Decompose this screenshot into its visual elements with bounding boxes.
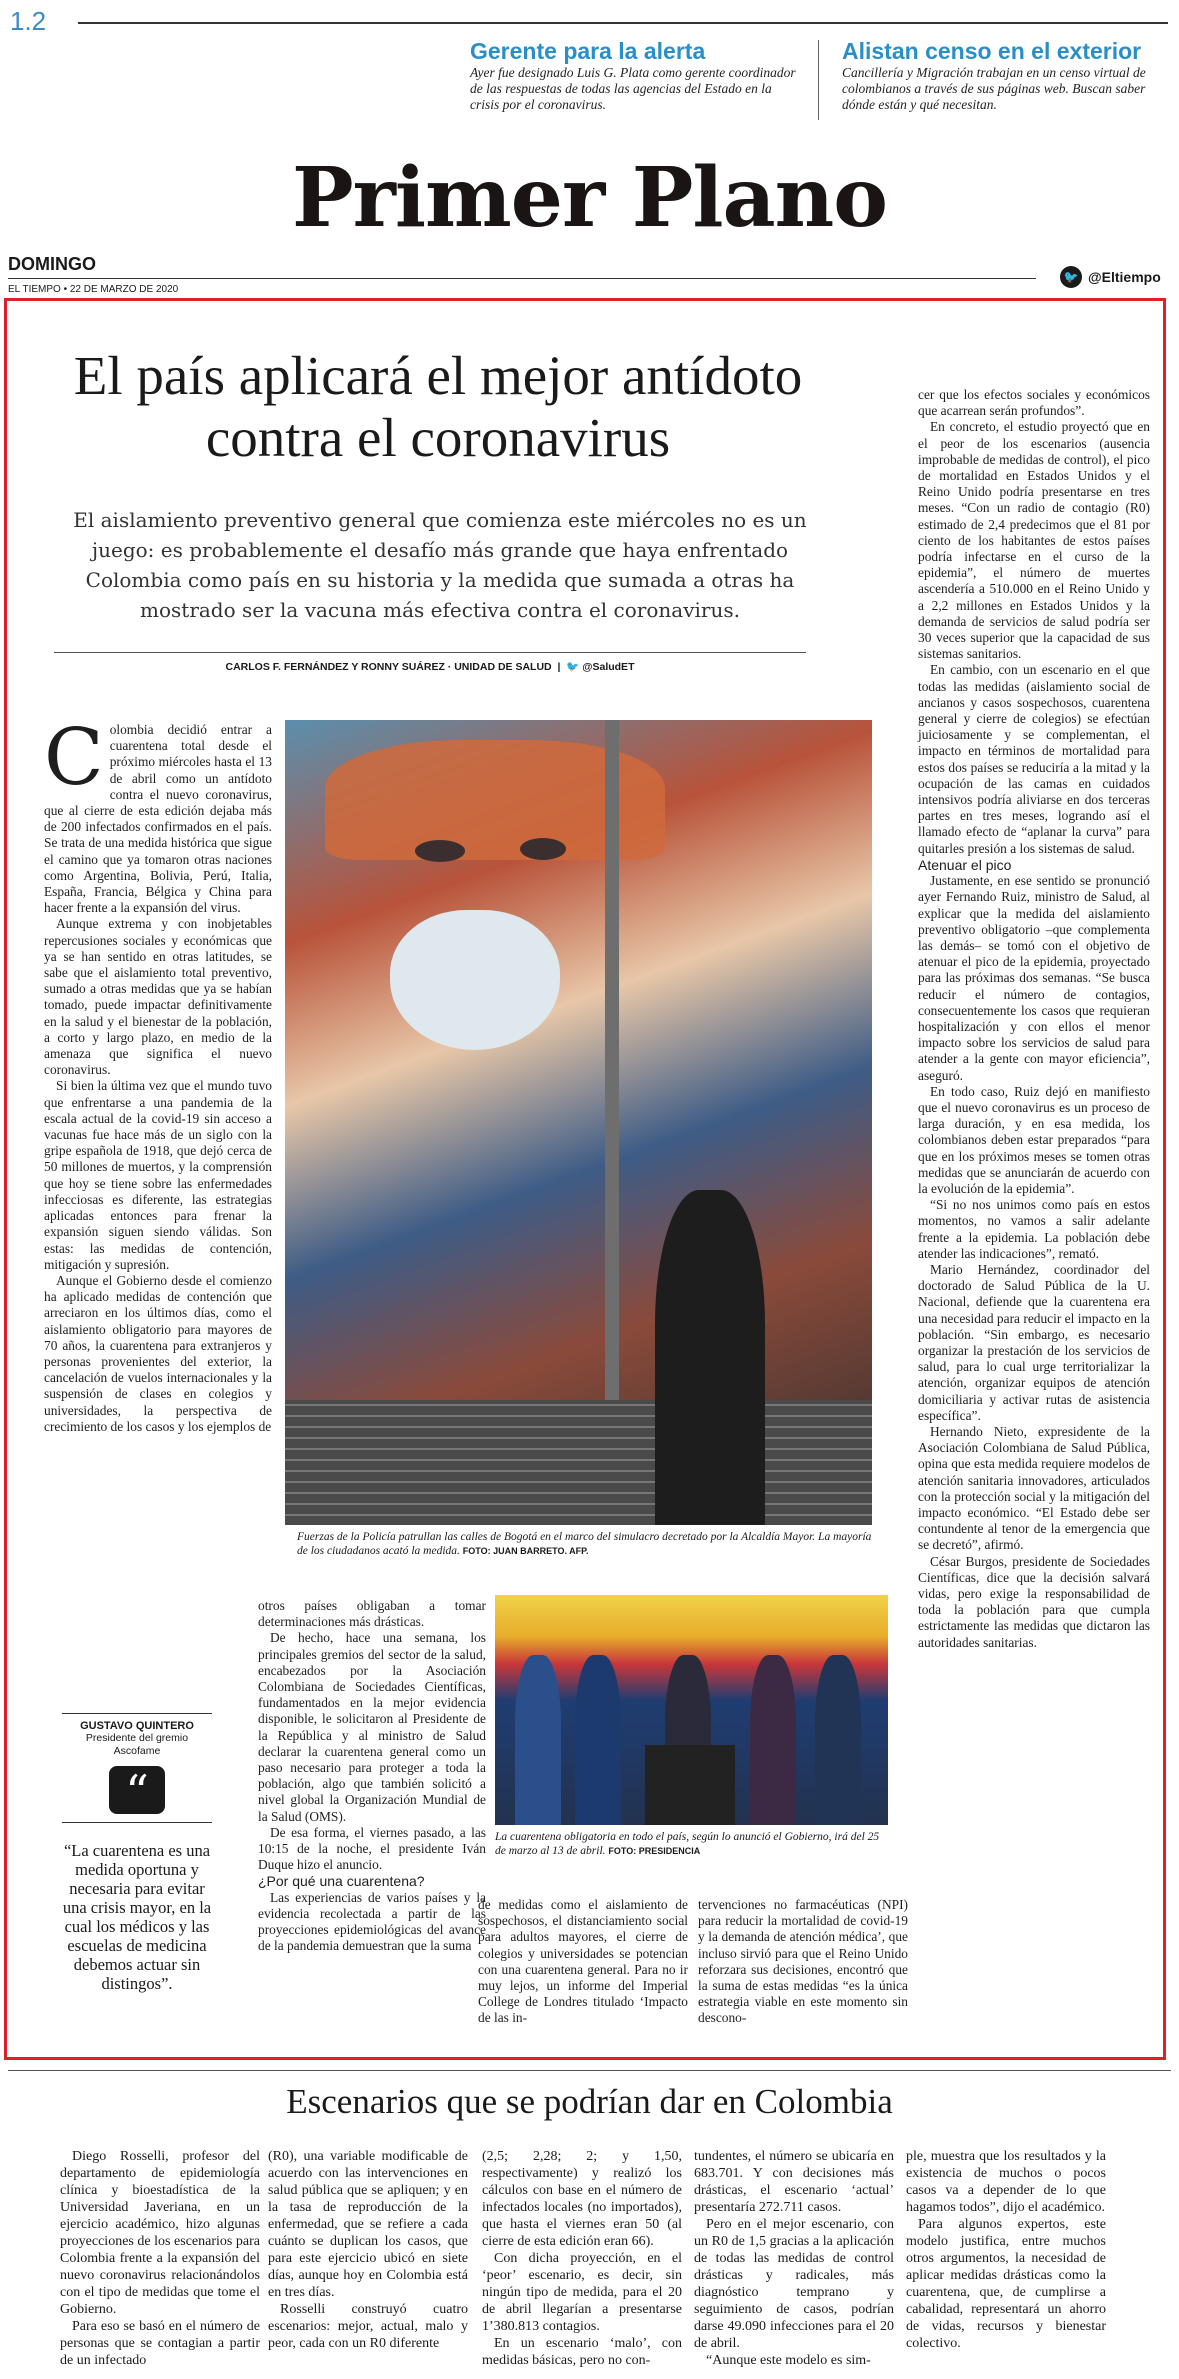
teaser-2-text: Cancillería y Migración trabajan en un censo virtual de colombianos a través de sus páginas web. Buscan saber dónde están y qué necesitan. [842, 65, 1146, 112]
bottom-rule [8, 2070, 1171, 2071]
column-2 [258, 1598, 486, 1954]
bottom-col3-p2: Con dicha proyección, en el ‘peor’ escenario, es decir, sin ningún tipo de medida, para el 20 de abril llegarían a presentarse 1’380.813 contagios. [482, 2251, 682, 2334]
top-rule [78, 22, 1168, 24]
col2-p4: Las experiencias de varios países y la evidencia recolectada a partir de las proyecciones epidemiológicas del avance de la pandemia demuestran que la suma [258, 1889, 486, 1954]
teaser-1[interactable] [470, 38, 800, 113]
bottom-col1-p2: Para eso se basó en el número de personas que se contagian a partir de un infectado [60, 2319, 260, 2368]
bottom-col4-p3: “Aunque este modelo es sim- [706, 2353, 871, 2368]
dropcap: C [44, 713, 104, 803]
col1-p3: Si bien la última vez que el mundo tuvo que enfrentarse a una pandemia de la escala actual de la covid-19 sin acceso a vacunas fue hace más de un siglo con la gripe española de 1918, que dejó cerca de 50 millones de muertos, y la comprensión que hoy se tiene sobre las enfermedades infecciosas es diferente, las estrategias aplicadas entonces para frenar la expansión siguen siendo válidas. Son estas: las medidas de contención, mitigación y supresión. [44, 1078, 272, 1272]
byline-handle: @SaludET [582, 661, 635, 673]
photo1-caption: Fuerzas de la Policía patrullan las calles de Bogotá en el marco del simulacro decretado por la Alcaldía Mayor. La mayoría de los ciudadanos acató la medida. FOTO: JUAN BARRETO. AFP. [297, 1531, 872, 1557]
photo2-credit: FOTO: PRESIDENCIA [608, 1846, 701, 1856]
col5-p7: Mario Hernández, coordinador del doctorado de Salud Pública de la U. Nacional, defiende que la cuarentena era una necesidad para reducir el impacto en la población. “Sin embargo, es necesario organizar la prestación de los servicios de salud, para lo cual urge territorializar la atención, organizar equipos de atención domiciliaria y activar rutas de asistencia específica”. [918, 1261, 1150, 1423]
col5-p3: En cambio, con un escenario en el que todas las medidas (aislamiento social de ancianos y casos sospechosos, cuarentena general y cierre de colegios) se efectúan juiciosamente y se complementan, el impacto en términos de mortalidad para estos dos países se reduciría a la mitad y la ocupación de las camas en cuidados intensivos podría aliviarse en dos terceras partes en tres meses, logrando así el llamado efecto de “aplanar la curva” para quitarles presión a los sistemas de salud. [918, 662, 1150, 856]
column-4 [698, 1897, 908, 2027]
col5-p5: En todo caso, Ruiz dejó en manifiesto que el nuevo coronavirus es un proceso de larga duración, y en esa medida, los colombianos deben estar preparados “para que en los próximos meses se tomen otras medidas que se anunciarán de acuerdo con la evolución de la epidemia”. [918, 1083, 1150, 1196]
col5-p1: cer que los efectos sociales y económicos que acarrean serán profundos”. [918, 387, 1150, 419]
twitter-handle[interactable] [1060, 266, 1161, 288]
quote-text: “La cuarentena es una medida oportuna y necesaria para evitar una crisis mayor, en la cual los médicos y las escuelas de medicina debemos actuar sin distingos”. [62, 1841, 212, 1993]
col5-subhead: Atenuar el pico [918, 856, 1012, 873]
teaser-1-title: Gerente para la alerta [470, 38, 706, 64]
bottom-column-1 [60, 2148, 260, 2369]
article-headline: El país aplicará el mejor antídoto contra el coronavirus [73, 345, 803, 468]
bottom-col4-p1: tundentes, el número se ubicaría en 683.701. Y con decisiones más drásticas, el escenario ‘actual’ presentaría 272.711 casos. [694, 2149, 894, 2215]
photo-president-podium [495, 1595, 888, 1825]
col5-p4: Justamente, en ese sentido se pronunció ayer Fernando Ruiz, ministro de Salud, al explicar que la medida del aislamiento preventivo obligatorio –que complementa las demás– se tomó con el objetivo de atenuar el pico de la epidemia, proyectado para las próximas dos semanas. “Se busca reducir el número de contagios, consecuentemente los casos que requieran hospitalización y con ellos el menor impacto sobre los servicios de salud para atender a la gente con mayor eficiencia”, aseguró. [918, 873, 1150, 1083]
twitter-icon: 🐦 [1060, 266, 1082, 288]
photo2-caption: La cuarentena obligatoria en todo el país, según lo anunció el Gobierno, irá del 25 de marzo al 13 de abril. FOTO: PRESIDENCIA [495, 1831, 880, 1857]
col4-text: tervenciones no farmacéuticas (NPI) para reducir la mortalidad de covid-19 y la demanda de atención médica’, que incluso sirvió para que el Reino Unido reforzara sus decisiones, encontró que la suma de estas medidas “es la única estrategia viable en este momento sin descono- [698, 1897, 908, 2026]
bottom-column-2 [268, 2148, 468, 2352]
col2-p3: De esa forma, el viernes pasado, a las 10:15 de la noche, el presidente Iván Duque hizo el anuncio. [258, 1824, 486, 1873]
col2-subhead: ¿Por qué una cuarentena? [258, 1873, 425, 1890]
col5-p9: César Burgos, presidente de Sociedades Científicas, dice que la decisión salvará vidas, pero exige la responsabilidad de toda la población para que cumpla estrictamente las medidas que dictaron las autoridades sanitarias. [918, 1553, 1150, 1650]
byline: CARLOS F. FERNÁNDEZ Y RONNY SUÁREZ · UNIDAD DE SALUD | 🐦 @SaludET [225, 661, 635, 673]
page-number: 1.2 [10, 6, 47, 36]
bottom-col2-p2: Rosselli construyó cuatro escenarios: mejor, actual, malo y peor, cada con un R0 diferente [268, 2302, 468, 2351]
article-deck: El aislamiento preventivo general que comienza este miércoles no es un juego: es probablemente el desafío más grande que haya enfrentado Colombia como país en su historia y la medida que sumada a otras ha mostrado ser la vacuna más efectiva contra el coronavirus. [73, 508, 807, 622]
bottom-col1-p1: Diego Rosselli, profesor del departamento de epidemiología clínica y bioestadística de la Universidad Javeriana, en un ejercicio académico, hizo algunas proyecciones de los escenarios para Colombia frente a la expansión del nuevo coronavirus relacionándolos con el tipo de medidas que tome el Gobierno. [60, 2149, 260, 2317]
bottom-column-4 [694, 2148, 894, 2369]
col2-p1: otros países obligaban a tomar determinaciones más drásticas. [258, 1598, 486, 1630]
teaser-2[interactable] [842, 38, 1172, 113]
col3-text: de medidas como el aislamiento de sospechosos, el distanciamiento social para adultos mayores, el cierre de colegios y universidades se potencian con una cuarentena general. Para no ir muy lejos, un informe del Imperial College de Londres titulado ‘Impacto de las in- [478, 1897, 688, 2026]
twitter-handle-text: @Eltiempo [1088, 269, 1161, 285]
col1-p4: Aunque el Gobierno desde el comienzo ha aplicado medidas de contención que arreciaron en los últimos días, como el aislamiento obligatorio para mayores de 70 años, la cuarentena para extranjeros y personas provenientes del exterior, la cancelación de vuelos internacionales y la suspensión de clases en colegios y universidades, la perspectiva de crecimiento de los casos y los ejemplos de [44, 1272, 272, 1434]
quote-name: GUSTAVO QUINTERO [80, 1720, 194, 1732]
police-officer-shape [655, 1190, 765, 1525]
header-rule [8, 278, 1036, 279]
bottom-col3-p1: (2,5; 2,28; 2; y 1,50, respectivamente) y realizó los cálculos con base en el número de infectados locales (no importados), que hasta el viernes eran 50 (al cierre de esta edición eran 66). [482, 2149, 682, 2249]
dateline: EL TIEMPO • 22 DE MARZO DE 2020 [8, 284, 179, 295]
teaser-divider [818, 40, 819, 120]
col5-p6: “Si no nos unimos como país en estos momentos, no vamos a salir adelante frente a la epidemia. La población debe atender las indicaciones”, remató. [918, 1197, 1150, 1261]
day-label: DOMINGO [8, 254, 96, 274]
byline-rule [54, 652, 806, 653]
col5-p8: Hernando Nieto, expresidente de la Asociación Colombiana de Salud Pública, opina que esta medida requiere modelos de atención sanitaria innovadores, articulados con la protección social y la mitigación del impacto económico. “El Estado debe ser contundente al tenor de la emergencia que se decretó”, afirmó. [918, 1424, 1150, 1553]
col1-p2: Aunque extrema y con inobjetables repercusiones sociales y económicas que ya se han sentido en otras latitudes, se sabe que el aislamiento total preventivo, sumado a otras medidas que ya se habían tomado, puede impactar definitivamente en la salud y el bienestar de la población, a corto y largo plazo, en medio de la amenaza que significa el nuevo coronavirus. [44, 916, 272, 1078]
column-3 [478, 1897, 688, 2027]
bottom-col2-p1: (R0), una variable modificable de acuerdo con las intervenciones en salud pública que se apliquen; y en la tasa de reproducción de la enfermedad, que se refiere a cada cuánto se duplican los casos, que para este ejercicio ubicó en siete días, aunque hoy en Colombia está en tres días. [268, 2149, 468, 2300]
bottom-col3-p3: En un escenario ‘malo’, con medidas básicas, pero no con- [482, 2336, 682, 2368]
bottom-col5-p2: Para algunos expertos, este modelo justifica, entre muchos otros argumentos, la necesidad de aplicar medidas drásticas como la cuarentena, que, de cumplirse a cabalidad, representará un ahorro de vidas, recursos y bienestar colectivo. [906, 2217, 1106, 2351]
column-1 [44, 713, 272, 1435]
photo1-credit: FOTO: JUAN BARRETO. AFP. [462, 1546, 589, 1556]
face-mask-shape [390, 910, 560, 1050]
column-5 [918, 387, 1150, 1651]
bottom-title: Escenarios que se podrían dar en Colombia [286, 2082, 893, 2121]
quote-icon: “ [109, 1766, 165, 1814]
col5-p2: En concreto, el estudio proyectó que en el peor de los escenarios (ausencia improbable de medidas de control), el pico de mortalidad en Estados Unidos y el Reino Unido podría presentarse en tres meses. “Con un radio de contagio (R0) estimado de 2,4 predecimos que el 81 por ciento de los habitantes de estos países podría infectarse en el curso de la epidemia”, el número de muertes ascendería a 510.000 en el Reino Unido y a 2,2 millones en Estados Unidos y la demanda de servicios de salud podría ser 30 veces superior que la capacidad de sus sistemas sanitarios. [918, 419, 1150, 662]
bottom-column-5 [906, 2148, 1106, 2352]
podium-shape [645, 1745, 735, 1825]
twitter-small-icon: 🐦 [566, 661, 580, 673]
teaser-2-title: Alistan censo en el exterior [842, 38, 1142, 64]
col1-p1: olombia decidió entrar a cuarentena total desde el próximo miércoles hasta el 13 de abril como un antídoto contra el nuevo coronavirus, que al cierre de esta edición dejaba más de 200 infectados confirmados en el país. Se trata de una medida histórica que sigue el camino que ya tomaron otras naciones como Argentina, Bolivia, Perú, Italia, España, Francia, Bélgica y China para hacer frente a la expansión del virus. [44, 722, 272, 916]
teaser-1-text: Ayer fue designado Luis G. Plata como gerente coordinador de las respuestas de todas las agencias del Estado en la crisis por el coronavirus. [470, 65, 796, 112]
quote-role: Presidente del gremio Ascofame [85, 1732, 189, 1757]
bottom-col5-p1: ple, muestra que los resultados y la existencia de muchos o pocos casos va a depender de lo que hagamos todos”, dijo el académico. [906, 2149, 1106, 2215]
col2-p2: De hecho, hace una semana, los principales gremios del sector de la salud, encabezados por la Asociación Colombiana de Sociedades Científicas, fundamentados en la mejor evidencia disponible, le solicitaron al Presidente de la República y al ministro de Salud declarar la cuarentena general como un paso necesario para proteger a toda la población, algo que también solicitó a nivel global la Organización Mundial de la Salud (OMS). [258, 1630, 486, 1824]
pull-quote [62, 1713, 212, 1993]
section-masthead: Primer Plano [292, 150, 887, 246]
photo-mural-police [285, 720, 872, 1525]
bottom-col4-p2: Pero en el mejor escenario, con un R0 de 1,5 gracias a la aplicación de todas las medidas de control drásticas y radicales, más diagnóstico temprano y seguimiento de casos, podrían darse 49.090 infecciones para el 20 de abril. [694, 2217, 894, 2351]
byline-authors: CARLOS F. FERNÁNDEZ Y RONNY SUÁREZ · UNIDAD DE SALUD [225, 661, 552, 673]
bottom-column-3 [482, 2148, 682, 2369]
